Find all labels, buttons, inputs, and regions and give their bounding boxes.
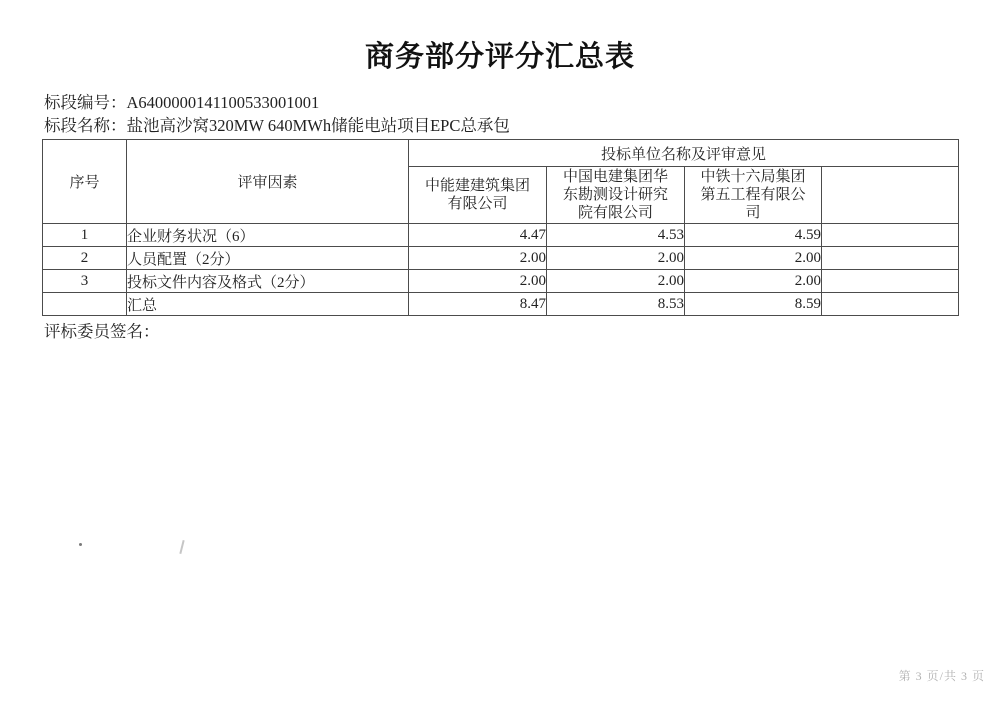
table-row-total bbox=[43, 293, 959, 316]
page-number-footer: 第 3 页/共 3 页 bbox=[898, 669, 985, 683]
score-cell-empty bbox=[822, 247, 959, 270]
bidder-name-header: 中铁十六局集团第五工程有限公司 bbox=[685, 167, 822, 224]
score-cell: 2.00 bbox=[409, 270, 547, 293]
score-cell: 4.53 bbox=[547, 224, 685, 247]
evaluator-signature-label: 评标委员签名： bbox=[44, 322, 160, 341]
section-number-line bbox=[44, 89, 319, 113]
total-score-cell: 8.59 bbox=[685, 293, 822, 316]
total-score-cell: 8.53 bbox=[547, 293, 685, 316]
scan-artifact-dot bbox=[79, 543, 82, 546]
factor-cell: 人员配置（2分） bbox=[127, 247, 409, 270]
bidder-name-header: 中能建建筑集团有限公司 bbox=[409, 167, 547, 224]
total-score-cell: 8.47 bbox=[409, 293, 547, 316]
score-cell: 2.00 bbox=[685, 247, 822, 270]
section-name-label: 标段名称： bbox=[44, 116, 127, 135]
total-label-cell: 汇总 bbox=[127, 293, 409, 316]
score-cell: 2.00 bbox=[547, 270, 685, 293]
page-title: 商务部分评分汇总表 bbox=[364, 41, 635, 73]
seq-cell: 1 bbox=[43, 224, 127, 247]
bidders-group-header: 投标单位名称及评审意见 bbox=[409, 140, 959, 167]
score-cell: 4.47 bbox=[409, 224, 547, 247]
section-name-line bbox=[44, 112, 510, 136]
seq-cell: 2 bbox=[43, 247, 127, 270]
factor-cell: 投标文件内容及格式（2分） bbox=[127, 270, 409, 293]
seq-cell: 3 bbox=[43, 270, 127, 293]
score-cell: 2.00 bbox=[685, 270, 822, 293]
total-score-cell-empty bbox=[822, 293, 959, 316]
table-row bbox=[43, 247, 959, 270]
scan-artifact-slash bbox=[179, 540, 184, 554]
score-cell: 2.00 bbox=[547, 247, 685, 270]
table-row bbox=[43, 224, 959, 247]
table-row bbox=[43, 270, 959, 293]
factor-column-header: 评审因素 bbox=[127, 140, 409, 224]
score-summary-table bbox=[42, 139, 959, 316]
score-cell: 4.59 bbox=[685, 224, 822, 247]
section-number-value: A6400000141100533001001 bbox=[126, 93, 320, 112]
score-cell: 2.00 bbox=[409, 247, 547, 270]
factor-cell: 企业财务状况（6） bbox=[127, 224, 409, 247]
bidder-name-header-empty bbox=[822, 167, 959, 224]
section-number-label: 标段编号： bbox=[44, 93, 127, 112]
seq-column-header: 序号 bbox=[43, 140, 127, 224]
table-header-row-group bbox=[43, 140, 959, 167]
score-cell-empty bbox=[822, 224, 959, 247]
bidder-name-header: 中国电建集团华东勘测设计研究院有限公司 bbox=[547, 167, 685, 224]
section-name-value: 盐池高沙窝320MW 640MWh储能电站项目EPC总承包 bbox=[126, 116, 510, 135]
seq-cell-empty bbox=[43, 293, 127, 316]
score-cell-empty bbox=[822, 270, 959, 293]
